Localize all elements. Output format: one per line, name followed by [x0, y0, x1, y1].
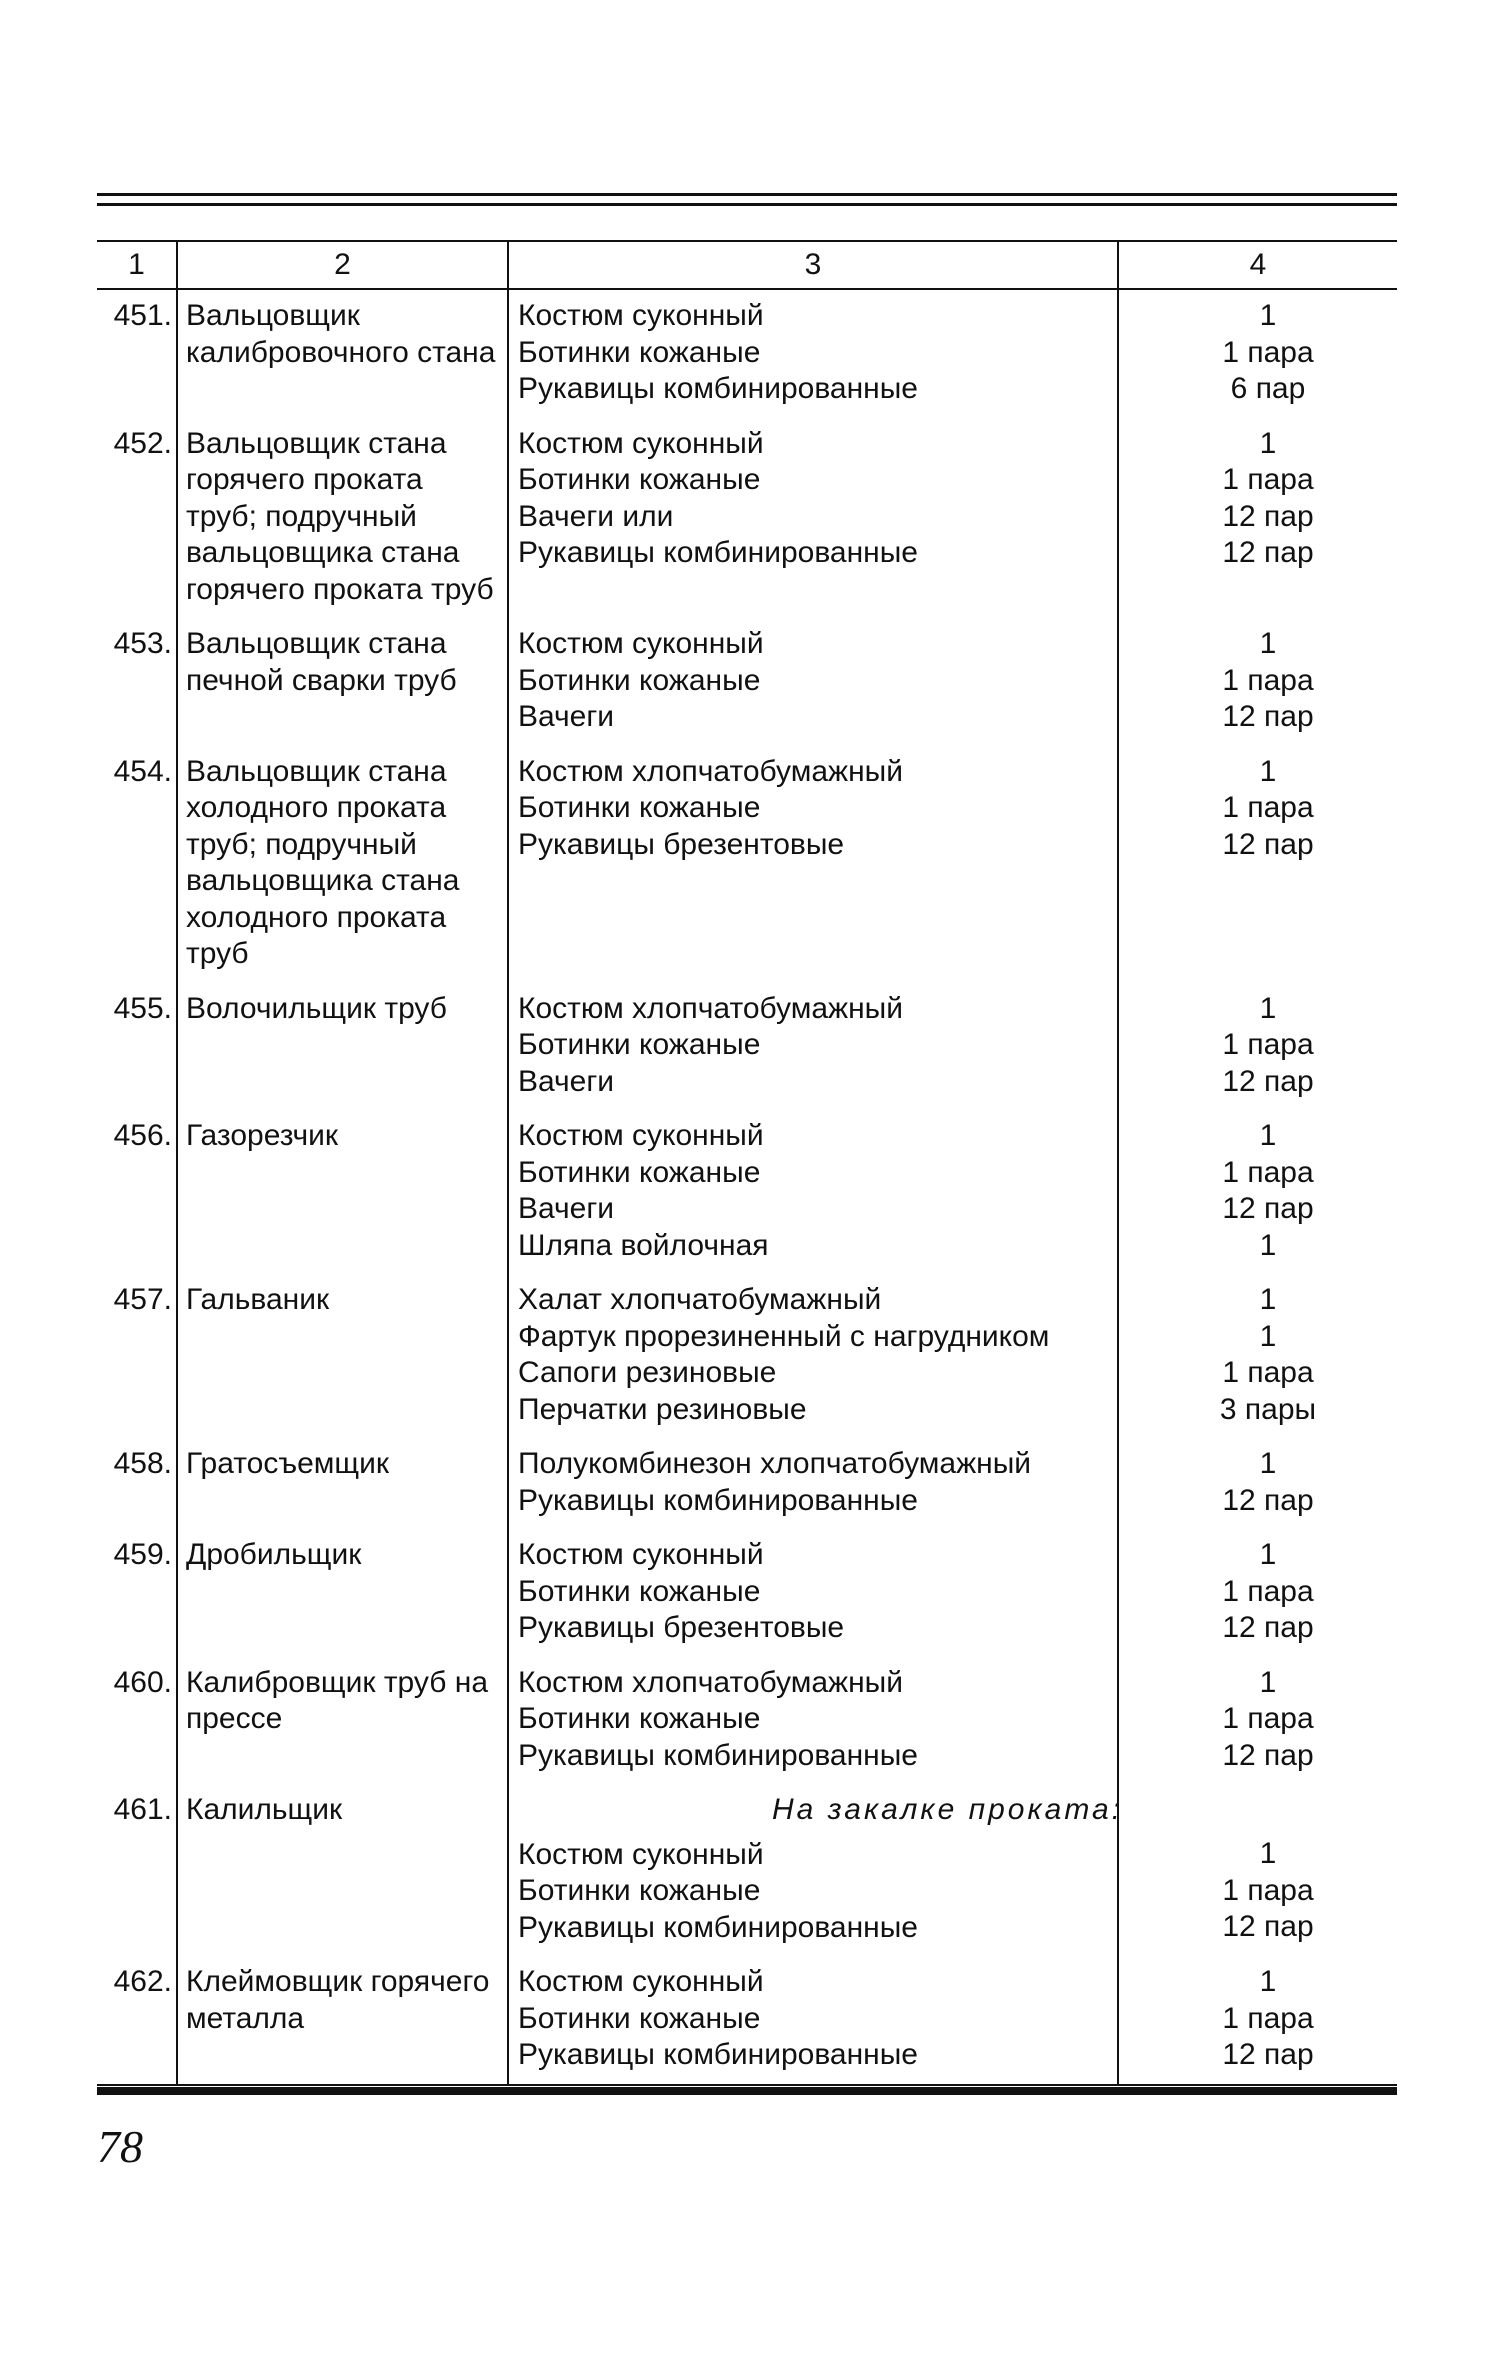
table-body — [97, 289, 1397, 2085]
header-rule-bottom — [97, 203, 1397, 206]
workwear-item: Костюм хлопчатобумажный — [518, 1665, 903, 1699]
quantity-value: 12 пар — [1222, 1910, 1314, 1943]
workwear-item: Ботинки кожаные — [518, 1028, 761, 1061]
quantities — [1118, 418, 1397, 619]
workwear-item: Ботинки кожаные — [518, 1702, 761, 1735]
table-row — [97, 1956, 1397, 2085]
quantity-value: 12 пар — [1222, 536, 1314, 569]
table-row — [97, 1110, 1397, 1274]
quantity-value: 1 пара — [1222, 335, 1314, 369]
quantity-value: 1 — [1259, 1283, 1277, 1316]
row-number: 453. — [113, 627, 172, 660]
profession-name: Газорезчик — [177, 1110, 508, 1274]
quantities — [1118, 1784, 1397, 1956]
workwear-items — [508, 1110, 1118, 1274]
workwear-item: Ботинки кожаные — [518, 663, 761, 697]
column-header-profession: 2 — [177, 241, 508, 289]
table-row — [97, 983, 1397, 1111]
workwear-item: Фартук прорезиненный с нагрудником — [518, 1319, 1050, 1353]
workwear-item: Ботинки кожаные — [518, 1574, 761, 1608]
quantity-value: 12 пар — [1222, 1483, 1314, 1517]
table-row — [97, 418, 1397, 619]
footer-rule — [97, 2087, 1397, 2095]
quantities — [1118, 746, 1397, 983]
profession-name: Калибровщик труб на прессе — [177, 1657, 508, 1785]
workwear-item: Ботинки кожаные — [518, 335, 761, 369]
quantity-value: 1 пара — [1222, 663, 1314, 697]
workwear-item: Костюм суконный — [518, 299, 764, 332]
table-row — [97, 1438, 1397, 1529]
table-row — [97, 1657, 1397, 1785]
workwear-item: Ботинки кожаные — [518, 463, 761, 496]
quantity-value: 1 — [1259, 299, 1277, 332]
table-row — [97, 1529, 1397, 1657]
row-number: 462. — [97, 1956, 177, 2085]
quantity-value: 1 — [1259, 1965, 1277, 1998]
profession-name: Калильщик — [177, 1784, 508, 1956]
profession-name: Вальцовщик стана печной сварки труб — [177, 618, 508, 746]
quantity-value: 1 пара — [1222, 791, 1314, 824]
workwear-item: Ботинки кожаные — [518, 1874, 761, 1907]
quantity-value: 1 пара — [1222, 1155, 1314, 1189]
header-rule-top — [97, 193, 1397, 196]
profession-name: Гальваник — [177, 1274, 508, 1438]
quantity-value: 1 — [1259, 1119, 1277, 1152]
table-row — [97, 1274, 1397, 1438]
quantities — [1118, 1438, 1397, 1529]
quantity-value: 12 пар — [1222, 499, 1314, 533]
quantity-value: 12 пар — [1222, 1192, 1314, 1225]
workwear-item: Полукомбинезон хлопчатобумажный — [518, 1447, 1032, 1480]
quantity-value: 6 пар — [1230, 372, 1306, 405]
quantity-value: 1 пара — [1222, 1356, 1314, 1389]
workwear-item: Вачеги — [518, 1192, 615, 1225]
section-subheading: На закалке проката: — [772, 1793, 1123, 1826]
workwear-items — [508, 618, 1118, 746]
workwear-item: Рукавицы комбинированные — [518, 1483, 918, 1517]
row-number: 451. — [113, 299, 172, 332]
row-number: 457. — [113, 1283, 172, 1316]
row-number: 452. — [113, 426, 172, 460]
quantities — [1118, 1529, 1397, 1657]
quantity-value: 1 — [1259, 991, 1277, 1025]
workwear-item: Костюм суконный — [518, 1965, 764, 1998]
workwear-item: Рукавицы брезентовые — [518, 827, 845, 861]
workwear-items — [508, 1274, 1118, 1438]
quantity-value: 1 — [1259, 1228, 1277, 1262]
quantity-value: 1 — [1259, 1447, 1277, 1480]
row-number: 459. — [113, 1538, 172, 1571]
workwear-item: Ботинки кожаные — [518, 2001, 761, 2035]
workwear-item: Костюм суконный — [518, 426, 764, 460]
workwear-item: Вачеги или — [518, 499, 674, 533]
quantity-value: 1 пара — [1222, 1574, 1314, 1608]
quantity-value: 12 пар — [1222, 700, 1314, 733]
workwear-item: Костюм суконный — [518, 627, 764, 660]
quantity-value: 1 — [1259, 627, 1277, 660]
quantities — [1118, 1956, 1397, 2085]
workwear-item: Рукавицы комбинированные — [518, 536, 918, 569]
workwear-item: Рукавицы комбинированные — [518, 2038, 918, 2071]
column-header-quantity: 4 — [1118, 241, 1397, 289]
quantities — [1118, 1110, 1397, 1274]
row-number: 461. — [113, 1793, 172, 1826]
workwear-item: Костюм суконный — [518, 1119, 764, 1152]
quantity-value: 1 пара — [1222, 2001, 1314, 2035]
quantity-value: 1 — [1259, 1837, 1277, 1870]
table-header-row — [97, 241, 1397, 289]
quantities — [1118, 1274, 1397, 1438]
workwear-item: Рукавицы комбинированные — [518, 372, 918, 405]
row-number: 454. — [113, 754, 172, 788]
workwear-item: Ботинки кожаные — [518, 791, 761, 824]
table-row — [97, 289, 1397, 418]
profession-name: Дробильщик — [177, 1529, 508, 1657]
quantity-value: 12 пар — [1222, 2038, 1314, 2071]
profession-name: Клеймовщик горячего металла — [177, 1956, 508, 2085]
profession-name: Гратосъемщик — [177, 1438, 508, 1529]
quantities — [1118, 618, 1397, 746]
workwear-table — [97, 240, 1397, 2086]
workwear-item: Костюм хлопчатобумажный — [518, 754, 903, 788]
quantity-value: 1 — [1259, 1319, 1277, 1353]
column-header-number: 1 — [97, 241, 177, 289]
workwear-items — [508, 746, 1118, 983]
workwear-item: Вачеги — [518, 1064, 615, 1098]
quantity-value: 1 пара — [1222, 1028, 1314, 1061]
profession-name: Вальцовщик калибровочного стана — [177, 289, 508, 418]
workwear-item: Шляпа войлочная — [518, 1228, 769, 1262]
quantity-spacer — [1139, 1792, 1397, 1836]
quantity-value: 12 пар — [1222, 827, 1314, 861]
workwear-items — [508, 289, 1118, 418]
workwear-items — [508, 1784, 1123, 1956]
quantities — [1118, 289, 1397, 418]
quantity-value: 3 пары — [1219, 1392, 1317, 1426]
workwear-item: Костюм суконный — [518, 1538, 764, 1571]
workwear-item: Рукавицы комбинированные — [518, 1738, 918, 1772]
workwear-item: Перчатки резиновые — [518, 1392, 807, 1426]
workwear-items — [508, 1956, 1118, 2085]
table-row — [97, 746, 1397, 983]
row-number: 455. — [113, 991, 172, 1025]
quantity-value: 1 пара — [1222, 1873, 1314, 1907]
quantity-value: 1 — [1259, 754, 1277, 788]
workwear-item: Халат хлопчатобумажный — [518, 1283, 882, 1316]
quantity-value: 12 пар — [1222, 1064, 1314, 1098]
workwear-item: Рукавицы комбинированные — [518, 1910, 918, 1944]
quantity-value: 1 — [1259, 1665, 1277, 1699]
workwear-item: Ботинки кожаные — [518, 1155, 761, 1189]
column-header-items: 3 — [508, 241, 1118, 289]
quantity-value: 1 пара — [1222, 1702, 1314, 1735]
table-row — [97, 1784, 1397, 1956]
profession-name: Волочильщик труб — [177, 983, 508, 1111]
workwear-item: Костюм суконный — [518, 1837, 764, 1871]
workwear-items — [508, 1529, 1118, 1657]
quantities — [1118, 983, 1397, 1111]
quantity-value: 1 пара — [1222, 463, 1314, 496]
workwear-item: Сапоги резиновые — [518, 1356, 777, 1389]
quantities — [1118, 1657, 1397, 1785]
quantity-value: 12 пар — [1222, 1738, 1314, 1772]
row-number: 460. — [113, 1665, 172, 1699]
table-row — [97, 618, 1397, 746]
row-number: 456. — [113, 1119, 172, 1152]
workwear-items — [508, 418, 1118, 619]
workwear-items — [508, 1438, 1118, 1529]
quantity-value: 12 пар — [1222, 1611, 1314, 1644]
workwear-item: Костюм хлопчатобумажный — [518, 991, 903, 1025]
workwear-items — [508, 1657, 1118, 1785]
page-number: 78 — [97, 2121, 143, 2172]
workwear-items — [508, 983, 1118, 1111]
workwear-item: Вачеги — [518, 700, 615, 733]
quantity-value: 1 — [1259, 426, 1277, 460]
row-number: 458. — [113, 1447, 172, 1480]
profession-name: Вальцовщик стана холодного проката труб; подручный вальцовщика стана холодного проката труб — [177, 746, 508, 983]
workwear-item: Рукавицы брезентовые — [518, 1611, 845, 1644]
profession-name: Вальцовщик стана горячего проката труб; подручный вальцовщика стана горячего проката труб — [177, 418, 508, 619]
quantity-value: 1 — [1259, 1538, 1277, 1571]
